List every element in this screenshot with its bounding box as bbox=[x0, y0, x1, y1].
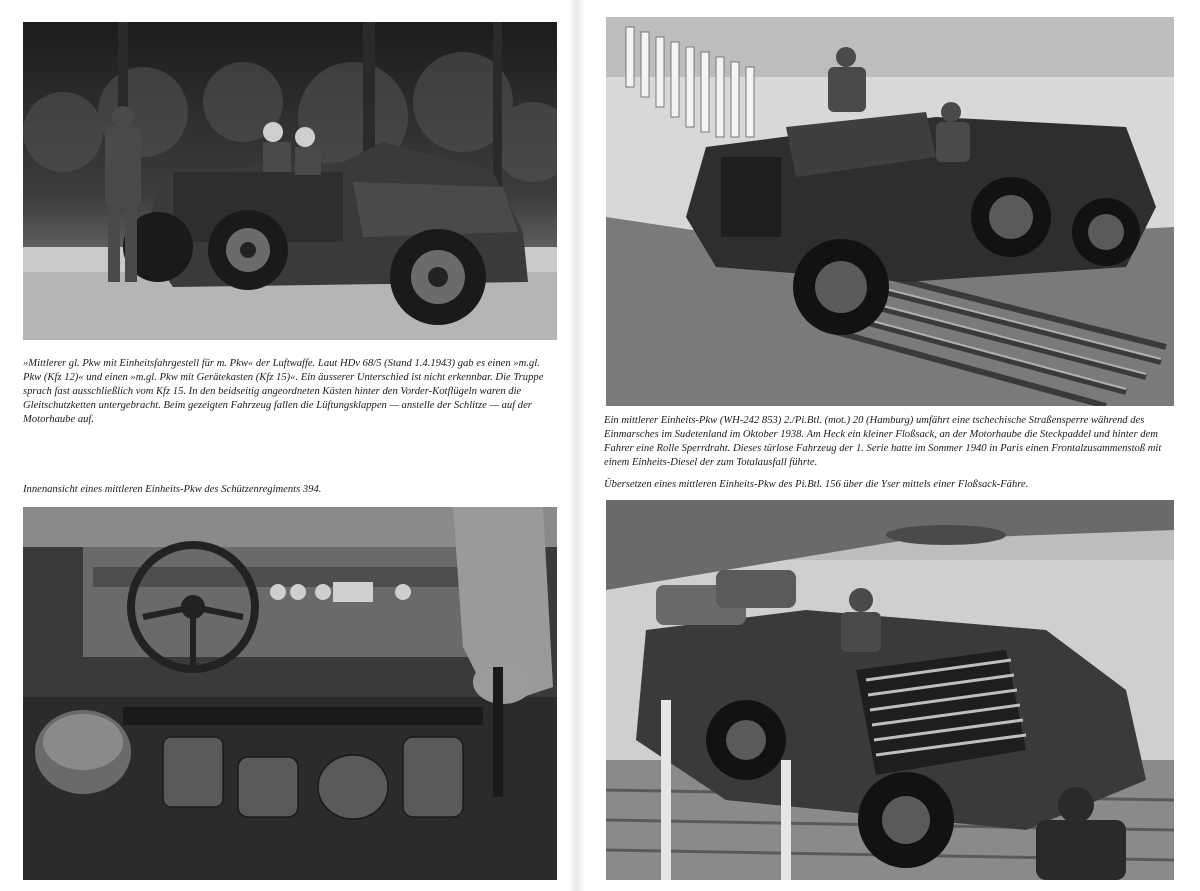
log-ramp-illustration bbox=[606, 17, 1174, 406]
page-gutter bbox=[568, 0, 586, 891]
caption-bottom-left: Innenansicht eines mittleren Einheits-Pkw des Schützenregiments 394. bbox=[23, 484, 322, 495]
caption-bottom-right: Übersetzen eines mittleren Einheits-Pkw des Pi.Btl. 156 über die Yser mittels einer Floßsack-Fähre. bbox=[604, 479, 1029, 490]
staff-car-illustration bbox=[23, 22, 557, 340]
photo-bottom-right bbox=[606, 500, 1174, 880]
photo-top-right bbox=[606, 17, 1174, 406]
caption-top-left: »Mittlerer gl. Pkw mit Einheitsfahrgestell für m. Pkw« der Luftwaffe. Laut HDv 68/5 (Stand 1.4.1943) gab es einen »m.gl. Pkw (Kfz 12)« und einen »m.gl. Pkw mit Gerätekasten (Kfz 15)«. Ein äusserer Unterschied ist nicht erkennbar. Die Truppe sprach fast ausschließlich vom Kfz 15. In den beidseitig angeordneten Kästen hinter den Vorder-Kotflügeln waren die Gleitschutzketten untergebracht. Beim gezeigten Fahrzeug fallen die Lüftungsklappen — anstelle der Schlitze — auf der Motorhaube auf. bbox=[23, 358, 544, 425]
caption-top-right: Ein mittlerer Einheits-Pkw (WH-242 853) 2./Pi.Btl. (mot.) 20 (Hamburg) umfährt eine tschechische Straßensperre während des Einmarsches im Sudetenland im Oktober 1938. Am Heck ein kleiner Floßsack, an der Motorhaube die Steckpaddel und hinter dem Fahrer eine Rolle Sperrdraht. Dieses türlose Fahrzeug der 1. Serie hatte im Sommer 1940 in Paris einen Frontalzusammenstoß mit einem Einheits-Diesel der zum Totalausfall führte. bbox=[604, 415, 1162, 468]
photo-bottom-left bbox=[23, 507, 557, 880]
raft-ferry-illustration bbox=[606, 500, 1174, 880]
photo-top-left bbox=[23, 22, 557, 340]
vehicle-interior-illustration bbox=[23, 507, 557, 880]
